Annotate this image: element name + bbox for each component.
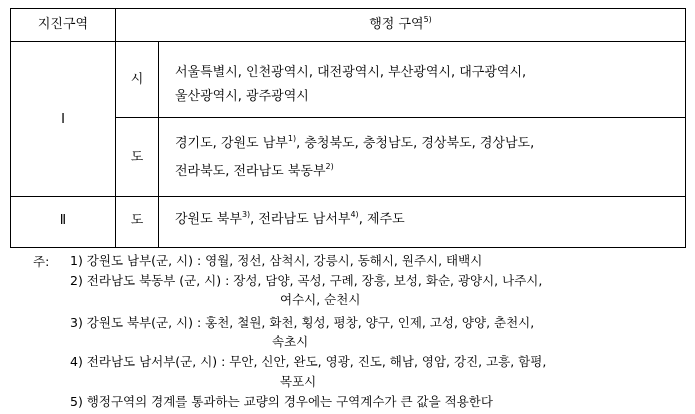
row3-footnote-3: 3): [241, 210, 251, 219]
note-4-line2: 목포시: [280, 374, 317, 389]
row1-line1: 서울특별시, 인천광역시, 대전광역시, 부산광역시, 대구광역시,: [175, 65, 527, 80]
type-do2-label: 도: [130, 213, 144, 228]
row-divider-si-do: [115, 117, 685, 118]
row3-c: , 제주도: [358, 212, 405, 227]
note-3-line2: 속초시: [272, 334, 309, 349]
notes-label: 주:: [33, 254, 50, 269]
zone-2-label: Ⅱ: [59, 213, 67, 228]
header-divider: [11, 41, 685, 42]
note-1: 1) 강원도 남부(군, 시) : 영월, 정선, 삼척시, 강릉시, 동해시, 원주시, 태백시: [70, 253, 483, 268]
row3-b: , 전라남도 남서부: [250, 212, 351, 227]
note-2-line1: 2) 전라남도 북동부 (군, 시) : 장성, 담양, 곡성, 구례, 장흥, 보성, 화순, 광양시, 나주시,: [70, 273, 543, 288]
row-divider-zone: [11, 196, 685, 197]
type-si-label: 시: [130, 72, 144, 87]
col-divider-type: [158, 42, 159, 247]
row2-line1-b: , 충청북도, 충청남도, 경상북도, 경상남도,: [296, 136, 535, 151]
row2-footnote-1: 1): [287, 134, 297, 143]
row2-footnote-2: 2): [325, 162, 334, 171]
type-do-label: 도: [130, 150, 144, 165]
header-admin: [116, 14, 685, 36]
zone-1-label: Ⅰ: [61, 112, 65, 127]
row2-line2: [175, 161, 334, 183]
header-admin-label: 행정 구역: [369, 17, 424, 32]
header-zone: 지진구역: [37, 17, 89, 32]
row2-line2-a: 전라북도, 전라남도 북동부: [175, 164, 326, 179]
row3-footnote-4: 4): [350, 210, 359, 219]
header-admin-footnote: 5): [423, 15, 432, 24]
seismic-zone-table: [10, 8, 686, 248]
row2-line1-a: 경기도, 강원도 남부: [175, 136, 288, 151]
note-4-line1: 4) 전라남도 남서부(군, 시) : 무안, 신안, 완도, 영광, 진도, 해남, 영암, 강진, 고흥, 함평,: [70, 354, 547, 369]
note-3-line1: 3) 강원도 북부(군, 시) : 홍천, 철원, 화천, 횡성, 평창, 양구, 인제, 고성, 양양, 춘천시,: [70, 315, 535, 330]
note-5: 5) 행정구역의 경계를 통과하는 교량의 경우에는 구역계수가 큰 값을 적용한다: [70, 394, 493, 409]
row3-line: [175, 209, 405, 231]
note-2-line2: 여수시, 순천시: [280, 292, 361, 307]
row3-a: 강원도 북부: [175, 212, 242, 227]
row2-line1: [175, 133, 534, 155]
row1-line2: 울산광역시, 광주광역시: [175, 89, 309, 104]
